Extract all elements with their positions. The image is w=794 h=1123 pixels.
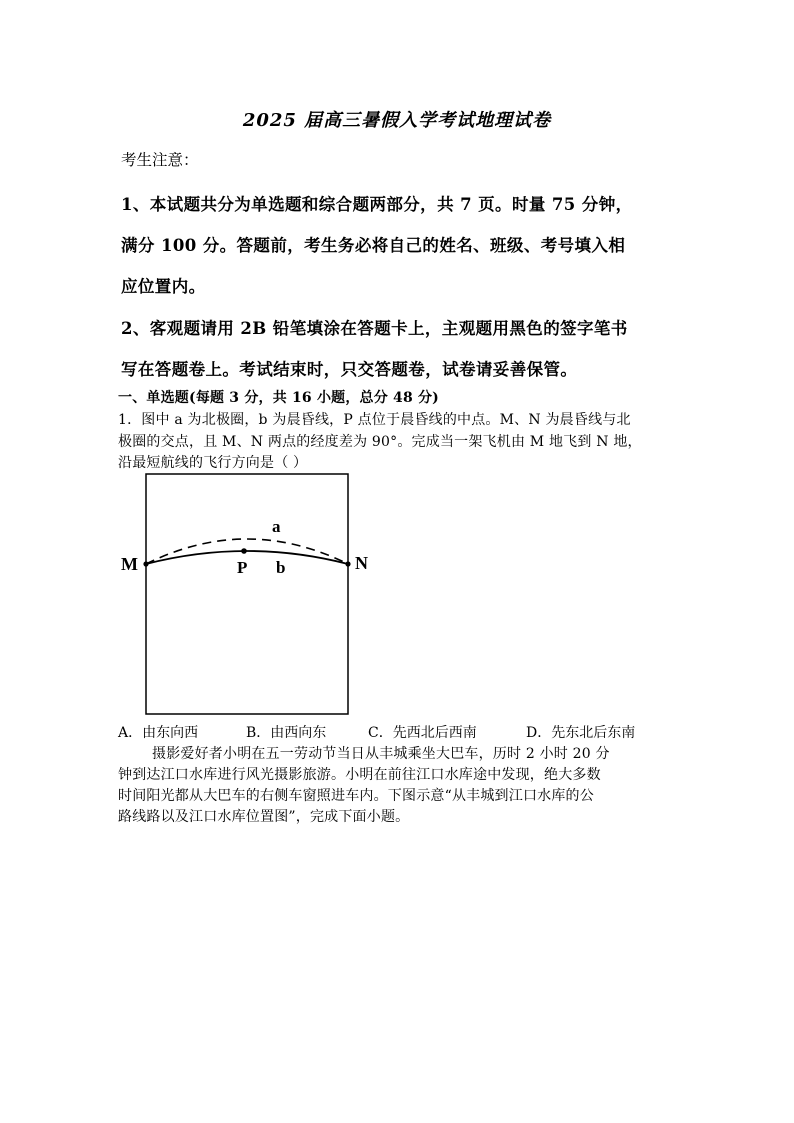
question-1-line-1: 1．图中 a 为北极圈，b 为晨昏线，P 点位于晨昏线的中点。M、N 为晨昏线与北 bbox=[118, 412, 631, 428]
label-a: a bbox=[272, 517, 281, 536]
notice-line-5: 写在答题卷上。考试结束时，只交答题卷，试卷请妥善保管。 bbox=[121, 360, 578, 379]
passage-line-2: 钟到达江口水库进行风光摄影旅游。小明在前往江口水库途中发现，绝大多数 bbox=[118, 767, 601, 783]
diagram-frame bbox=[146, 474, 348, 714]
passage-line-4: 路线路以及江口水库位置图”，完成下面小题。 bbox=[118, 809, 410, 825]
notice-line-3: 应位置内。 bbox=[121, 277, 206, 296]
question-1-line-3: 沿最短航线的飞行方向是（ ） bbox=[118, 455, 308, 471]
notice-line-1: 1、本试题共分为单选题和综合题两部分，共 7 页。时量 75 分钟， bbox=[121, 195, 633, 214]
label-m: M bbox=[121, 554, 138, 574]
notice-line-2: 满分 100 分。答题前，考生务必将自己的姓名、班级、考号填入相 bbox=[121, 236, 626, 255]
point-n bbox=[345, 561, 350, 566]
page-title: 2025 届高三暑假入学考试地理试卷 bbox=[242, 110, 552, 131]
arctic-circle-diagram bbox=[112, 466, 382, 726]
passage-line-1: 摄影爱好者小明在五一劳动节当日从丰城乘坐大巴车，历时 2 小时 20 分 bbox=[152, 746, 610, 762]
notice-line-4: 2、客观题请用 2B 铅笔填涂在答题卡上，主观题用黑色的签字笔书 bbox=[121, 319, 628, 338]
option-a: A．由东向西 bbox=[118, 725, 199, 741]
passage-line-3: 时间阳光都从大巴车的右侧车窗照进车内。下图示意“从丰城到江口水库的公 bbox=[118, 788, 594, 804]
point-m bbox=[143, 561, 148, 566]
option-c: C．先西北后西南 bbox=[368, 725, 477, 741]
option-d: D．先东北后东南 bbox=[526, 725, 636, 741]
section-heading: 一、单选题(每题 3 分，共 16 小题，总分 48 分) bbox=[118, 390, 439, 406]
label-b: b bbox=[276, 558, 286, 577]
notice-label: 考生注意： bbox=[121, 151, 199, 169]
option-b: B．由西向东 bbox=[246, 725, 327, 741]
question-1-line-2: 极圈的交点，且 M、N 两点的经度差为 90°。完成当一架飞机由 M 地飞到 N 地， bbox=[118, 434, 642, 450]
label-p: P bbox=[237, 558, 248, 577]
label-n: N bbox=[355, 553, 368, 573]
point-p bbox=[241, 548, 247, 554]
